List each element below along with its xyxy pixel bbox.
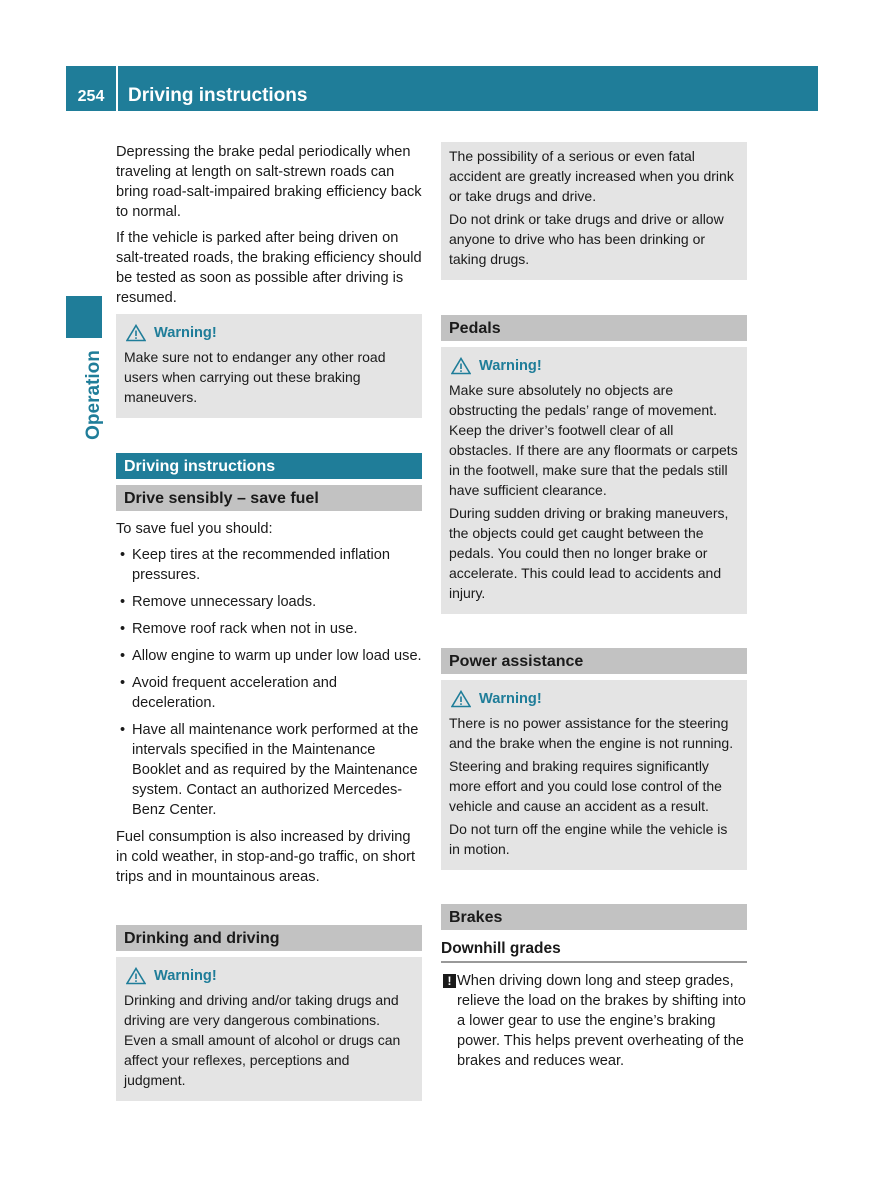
section-brakes-title: Brakes [441,904,747,930]
warning-heading [124,966,414,986]
warning-label: Warning! [479,358,542,374]
warning-label: Warning! [479,691,542,707]
left-column [116,142,422,1101]
warning-text: Do not drink or take drugs and drive or allow anyone to drive who has been drinking or taking drugs. [449,211,724,267]
note-text: When driving down long and steep grades, relieve the load on the brakes by shifting into a lower gear to use the engine’s braking power. This helps prevent overheating of the brakes and reduces wear. [457,973,746,1069]
list-item: • Allow engine to warm up under low load use. [120,648,422,664]
note-paragraph [441,971,747,1071]
subsection-downhill-title: Downhill grades [441,938,747,963]
warning-box [116,314,422,418]
warning-text: Steering and braking requires significantly more effort and you could lose control of the vehicle and cause an accident as a result. [449,758,722,814]
paragraph: If the vehicle is parked after being driven on salt-treated roads, the braking efficiency should be tested as soon as possible after driving is resumed. [116,230,422,306]
list-item: • Have all maintenance work performed at the intervals specified in the Maintenance Booklet and as required by the Maintenance system. Contact an authorized Mercedes-Benz Center. [120,722,419,818]
paragraph: Depressing the brake pedal periodically when traveling at length on salt-strewn roads can bring road-salt-impaired braking efficiency back to normal. [116,144,422,220]
list-item: • Avoid frequent acceleration and deceleration. [120,675,337,711]
page-title: Driving instructions [128,85,308,106]
warning-box [441,347,747,614]
section-pedals-title: Pedals [441,315,747,341]
warning-box [116,957,422,1101]
warning-text: Do not turn off the engine while the vehicle is in motion. [449,821,728,857]
list-item: • Keep tires at the recommended inflation pressures. [120,547,390,583]
side-tab-marker [66,296,102,338]
section-power-title: Power assistance [441,648,747,674]
warning-text: Drinking and driving and/or taking drugs and driving are very dangerous combinations. Even a small amount of alcohol or drugs can affect your reflexes, perceptions and judgment. [124,992,401,1088]
paragraph: To save fuel you should: [116,521,273,537]
warning-triangle-icon [451,690,471,708]
warning-box-continued [441,142,747,280]
subsection-title: Drive sensibly – save fuel [116,485,422,511]
warning-triangle-icon [126,967,146,985]
warning-triangle-icon [126,324,146,342]
section-title: Driving instructions [116,453,422,479]
fuel-tips-list [116,545,422,820]
page-number: 254 [77,88,105,105]
warning-label: Warning! [154,968,217,984]
paragraph: Fuel consumption is also increased by driving in cold weather, in stop-and-go traffic, on short trips and in mountainous areas. [116,829,416,885]
warning-text: During sudden driving or braking maneuvers, the objects could get caught between the pedals. You could then no longer brake or accelerate. This could lead to accidents and injury. [449,505,729,601]
warning-heading [449,689,739,709]
page-header [66,66,818,111]
warning-text: Make sure absolutely no objects are obstructing the pedals’ range of movement. Keep the driver’s footwell clear of all obstacles. If there are any floormats or carpets in the footwell, make sure that the pedals still have sufficient clearance. [449,382,738,498]
warning-heading [124,323,414,343]
subsection-title: Drinking and driving [116,925,422,951]
side-tab-label: Operation [83,350,104,440]
warning-text: Make sure not to endanger any other road users when carrying out these braking maneuvers. [124,349,386,405]
warning-triangle-icon [451,357,471,375]
list-item: • Remove unnecessary loads. [120,594,317,610]
warning-text: There is no power assistance for the steering and the brake when the engine is not running. [449,715,734,751]
warning-heading [449,356,739,376]
right-column [441,142,747,1071]
exclamation-icon: ! [443,974,456,988]
warning-box [441,680,747,870]
warning-text: The possibility of a serious or even fatal accident are greatly increased when you drink or take drugs and drive. [449,148,734,204]
list-item: • Remove roof rack when not in use. [120,621,358,637]
header-divider [116,66,118,111]
warning-label: Warning! [154,325,217,341]
